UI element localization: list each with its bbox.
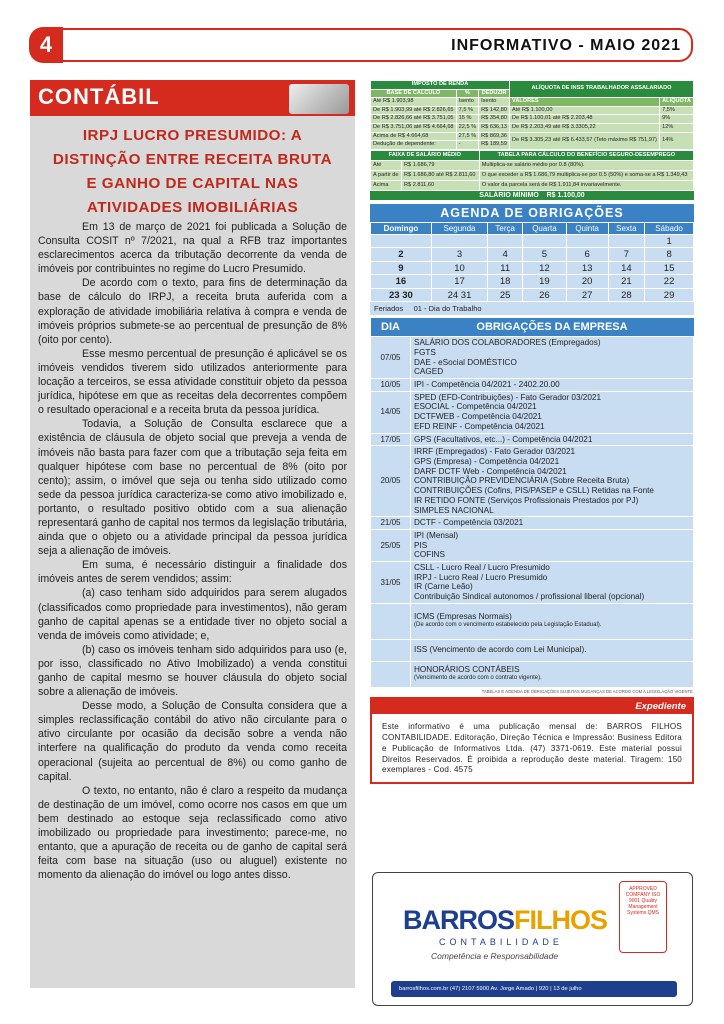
cell: - bbox=[456, 141, 478, 150]
article-column bbox=[30, 80, 355, 988]
cell: Até R$ 1.100,00 bbox=[510, 106, 660, 115]
paragraph: Todavia, a Solução de Consulta esclarece que a existência de cláusula de objeto social que preveja a venda de imóveis não basta para fazer com que a tributação seja feita em qualquer hipótese com base no percentual de 8% (oito por cento); assim, o imóvel que seja ou tenha sido utilizado como sede da pessoa jurídica caracteriza-se como ativo imobilizado e, portanto, o resultado positivo obtido com a sua alienação representará ganho de capital nos termos da legislação tributária, ainda que o objeto ou a atividade principal da pessoa jurídica seja a alienação de imóveis. bbox=[38, 418, 347, 558]
obligation-line: SALÁRIO DOS COLABORADORES (Empregados) bbox=[414, 338, 601, 348]
tax-table bbox=[370, 80, 694, 150]
calendar-day: 16 bbox=[371, 275, 432, 289]
calendar-day: 21 bbox=[608, 275, 645, 289]
legal-note: TABELAS E AGENDA DE OBRIGAÇÕES SUJEITAS MUDANÇAS DE ACORDO COM A LEGISLAÇÃO VIGENTE. bbox=[481, 688, 694, 694]
cell: Isento bbox=[456, 98, 478, 107]
cell: 15 % bbox=[456, 115, 478, 124]
newsletter-title: INFORMATIVO - MAIO 2021 bbox=[451, 37, 681, 54]
obligation-day: 21/05 bbox=[371, 517, 411, 530]
obligation-line: IRPJ - Lucro Real / Lucro Presumido bbox=[414, 572, 548, 582]
obligation-line: CAGED bbox=[414, 367, 444, 377]
cell: A partir de bbox=[371, 170, 402, 180]
col-header: FAIXA DE SALÁRIO MÉDIO bbox=[371, 150, 480, 160]
cell: O valor da parcela será de R$ 1.911,84 invariavelmente. bbox=[479, 180, 693, 190]
obligation-items bbox=[411, 603, 694, 639]
calendar-day: 4 bbox=[488, 248, 523, 262]
feriados bbox=[370, 302, 694, 315]
obligation-items bbox=[411, 391, 694, 433]
expediente-box bbox=[370, 697, 694, 785]
obligation-line: SIMPLES NACIONAL bbox=[414, 505, 494, 515]
obligation-day: 31/05 bbox=[371, 562, 411, 604]
calendar-day: 19 bbox=[523, 275, 566, 289]
obligation-line: ICMS (Empresas Normais) bbox=[414, 611, 512, 621]
day-header: Sexta bbox=[608, 222, 645, 234]
obligation-line: IR RETIDO FONTE (Serviços Profissionais Prestados por PJ) bbox=[414, 495, 639, 505]
obligation-line: GPS (Facultativos, etc...) - Competência 04/2021 bbox=[414, 434, 593, 444]
calendar-day: 27 bbox=[566, 288, 608, 302]
expediente-title: Expediente bbox=[372, 699, 692, 714]
obligation-items bbox=[411, 529, 694, 561]
day-header: Sábado bbox=[645, 222, 694, 234]
obligation-day bbox=[371, 603, 411, 639]
logo-footer: barrosfilhos.com.br (47) 2107 5900 Av. Jorge Amado | 920 | 13 de julho bbox=[391, 981, 677, 997]
obligation-line: CONTRIBUIÇÕES (Cofins, PIS/PASEP e CSLL) Retidas na Fonte bbox=[414, 486, 654, 496]
obligation-day bbox=[371, 661, 411, 687]
day-header: Domingo bbox=[371, 222, 432, 234]
article-body bbox=[30, 220, 355, 882]
cell: R$ 1.686,79 bbox=[402, 160, 480, 170]
title-line: E GANHO DE CAPITAL NAS bbox=[86, 175, 299, 192]
cell: R$ 1.686,80 até R$ 2.811,60 bbox=[402, 170, 480, 180]
calendar-day: 8 bbox=[645, 248, 694, 262]
agenda bbox=[370, 204, 694, 316]
title-line: ATIVIDADES IMOBILIÁRIAS bbox=[86, 199, 299, 216]
expediente-text: Este informativo é uma publicação mensal de: BARROS FILHOS CONTABILIDADE. Editoração, Direção Técnica e Impressão: Business Editora e Publicação de Informativos Ltda. (47) 3371-0619. Este material possui Direitos Reservados. É proibida a reprodução deste material. Tiragem: 150 exemplares - Cod. 4575 bbox=[382, 721, 682, 775]
feriados-value: 01 - Dia do Trabalho bbox=[413, 304, 482, 314]
obligation-day: 10/05 bbox=[371, 379, 411, 392]
obligation-line: PIS bbox=[414, 540, 428, 550]
col-header: OBRIGAÇÕES DA EMPRESA bbox=[411, 318, 694, 337]
calendar-day bbox=[608, 234, 645, 248]
obligation-line: CSLL - Lucro Real / Lucro Presumido bbox=[414, 563, 550, 573]
calendar-day bbox=[371, 234, 432, 248]
cell: De R$ 3.751,06 até R$ 4.664,68 bbox=[371, 123, 457, 132]
obligation-line: COFINS bbox=[414, 550, 445, 560]
obligation-line: FGTS bbox=[414, 347, 436, 357]
cell: 9% bbox=[660, 115, 694, 124]
feriados-label: Feriados bbox=[374, 304, 404, 314]
calendar-day bbox=[488, 234, 523, 248]
calendar-day: 26 bbox=[523, 288, 566, 302]
calendar-day: 1 bbox=[645, 234, 694, 248]
obligation-line: ISS (Vencimento de acordo com Lei Municipal). bbox=[414, 645, 587, 655]
section-band bbox=[30, 80, 355, 116]
cell: R$ 869,36 bbox=[479, 132, 510, 141]
cell: 14% bbox=[660, 132, 694, 149]
col-header: DEDUZIR bbox=[479, 89, 510, 98]
calendar-day: 6 bbox=[566, 248, 608, 262]
paragraph: (a) caso tenham sido adquiridos para serem alugados (classificados como propriedade para investimentos), não geram ganho de capital apenas se a entidade tiver no objeto social a venda de imóveis como atividade; e, bbox=[38, 587, 347, 642]
obligation-items bbox=[411, 661, 694, 687]
obligation-line: (Vencimento de acordo com o contrato vigente). bbox=[414, 675, 542, 682]
title-line: IRPJ LUCRO PRESUMIDO: A bbox=[82, 127, 303, 144]
obligation-line: IRRF (Empregados) - Fato Gerador 03/2021 bbox=[414, 447, 576, 457]
obligation-items bbox=[411, 639, 694, 661]
calendar-day: 14 bbox=[608, 261, 645, 275]
paragraph: Esse mesmo percentual de presunção é aplicável se os imóveis vendidos tiverem sido utilizados anteriormente para locação a terceiros, se essa atividade constituir objeto da pessoa jurídica, hipótese em que as receitas dela decorrentes compõem o resultado operacional e a receita bruta da pessoa jurídica. bbox=[38, 347, 347, 417]
obligation-line: EFD REINF - Competência 04/2021 bbox=[414, 421, 545, 431]
cell: 12% bbox=[660, 123, 694, 132]
logo-wordmark bbox=[403, 905, 607, 936]
cell: 7,5% bbox=[660, 106, 694, 115]
calendar-day bbox=[523, 234, 566, 248]
obligation-row bbox=[371, 446, 694, 517]
salario-minimo bbox=[370, 191, 694, 200]
agenda-title: AGENDA DE OBRIGAÇÕES bbox=[370, 204, 694, 222]
cell: De R$ 2.203,49 até R$ 3.3305,22 bbox=[510, 123, 660, 132]
logo-tagline: Competência e Responsabilidade bbox=[431, 951, 559, 961]
cell: R$ 2.811,60 bbox=[402, 180, 480, 190]
paragraph: Em suma, é necessário distinguir a finalidade dos imóveis antes de serem vendidos; assim: bbox=[38, 559, 347, 586]
obligation-line: DCTF - Competência 03/2021 bbox=[414, 518, 524, 528]
page-header bbox=[30, 28, 693, 62]
calendar-day: 24 31 bbox=[431, 288, 487, 302]
cell: Dedução de dependente: bbox=[371, 141, 457, 150]
obligation-items bbox=[411, 562, 694, 604]
obligation-line: SPED (EFD-Contribuições) - Fato Gerador 03/2021 bbox=[414, 392, 602, 402]
obligation-items bbox=[411, 337, 694, 379]
obligation-line: IPI - Competência 04/2021 - 2402.20.00 bbox=[414, 380, 560, 390]
calendar-day: 11 bbox=[488, 261, 523, 275]
cell: 22,5 % bbox=[456, 123, 478, 132]
obligation-line: DCTFWEB - Competência 04/2021 bbox=[414, 412, 542, 422]
cell: De R$ 2.826,66 até R$ 3.751,05 bbox=[371, 115, 457, 124]
obligation-day: 07/05 bbox=[371, 337, 411, 379]
calendar-day bbox=[566, 234, 608, 248]
obligation-row bbox=[371, 529, 694, 561]
company-logo bbox=[372, 872, 693, 1006]
obligation-line: ESOCIAL - Competência 04/2021 bbox=[414, 402, 537, 412]
calendar-day: 10 bbox=[431, 261, 487, 275]
obligation-row bbox=[371, 517, 694, 530]
title-line: DISTINÇÃO ENTRE RECEITA BRUTA bbox=[52, 151, 333, 168]
obligation-day: 14/05 bbox=[371, 391, 411, 433]
calendar-day: 17 bbox=[431, 275, 487, 289]
col-header: VALORES bbox=[510, 98, 660, 107]
col-header: % bbox=[456, 89, 478, 98]
obligation-row bbox=[371, 337, 694, 379]
obligation-row bbox=[371, 433, 694, 446]
obligation-line: IR (Carne Leão) bbox=[414, 582, 473, 592]
obligation-row bbox=[371, 379, 694, 392]
paragraph: De acordo com o texto, para fins de determinação da base de cálculo do IRPJ, a receita bruta auferida com a exploração de atividade imobiliária relativa à compra e venda de imóveis próprios submete-se ao percentual de presunção de 8% (oito por cento). bbox=[38, 277, 347, 346]
article-title bbox=[36, 124, 349, 220]
calendar-day: 5 bbox=[523, 248, 566, 262]
page-number: 4 bbox=[29, 27, 63, 63]
calendar-day: 23 30 bbox=[371, 288, 432, 302]
cell: 27,5 % bbox=[456, 132, 478, 141]
col-header: ALÍQUOTA bbox=[660, 98, 694, 107]
paragraph: Em 13 de março de 2021 foi publicada a Solução de Consulta COSIT nº 7/2021, na qual a RFB traz importantes esclarecimentos acerca da tributação decorrente da venda de imóveis por contribuintes no regime do Lucro Presumido. bbox=[38, 221, 347, 276]
cell: Acima bbox=[371, 180, 402, 190]
obligation-line: IPI (Mensal) bbox=[414, 530, 459, 540]
col-header: TABELA PARA CÁLCULO DO BENEFÍCIO SEGURO-DESEMPREGO bbox=[479, 150, 693, 160]
paragraph: Desse modo, a Solução de Consulta considera que a simples reclassificação contábil do ativo não circulante para o ativo circulante por ocasião da decisão sobre a venda não interfere na qualificação do produto da venda como receita operacional (sujeita ao percentual de 8%) ou como ganho de capital. bbox=[38, 700, 347, 783]
col-header: BASE DE CÁLCULO bbox=[371, 89, 457, 98]
cell: De R$ 1.903,99 até R$ 2.826,65 bbox=[371, 106, 457, 115]
cell: O que exceder a R$ 1.686,79 multiplica-se por 0.5 (50%) e soma-se a R$ 1.349,43 bbox=[479, 170, 693, 180]
obligation-line: CONTRIBUIÇÃO PREVIDENCIÁRIA (Sobre Receita Bruta) bbox=[414, 476, 630, 486]
logo-name-2: FILHOS bbox=[514, 905, 608, 935]
calendar-day: 12 bbox=[523, 261, 566, 275]
calendar-day: 7 bbox=[608, 248, 645, 262]
calendar-day: 22 bbox=[645, 275, 694, 289]
inss-title: ALÍQUOTA DE INSS TRABALHADOR ASSALARIADO bbox=[510, 81, 694, 98]
obligation-day: 17/05 bbox=[371, 433, 411, 446]
iso-badge: APPROVED COMPANY ISO 9001 Quality Management Systems QMS bbox=[619, 881, 667, 953]
calendar-day: 20 bbox=[566, 275, 608, 289]
cell: 7,5 % bbox=[456, 106, 478, 115]
calendar-day: 15 bbox=[645, 261, 694, 275]
cell: Isento bbox=[479, 98, 510, 107]
cell: R$ 636,13 bbox=[479, 123, 510, 132]
calendar bbox=[370, 222, 694, 303]
obligation-row bbox=[371, 562, 694, 604]
obligation-line: HONORÁRIOS CONTÁBEIS bbox=[414, 664, 520, 674]
logo-sub: CONTABILIDADE bbox=[439, 937, 563, 947]
obligation-row bbox=[371, 603, 694, 639]
calculator-image bbox=[289, 84, 349, 114]
logo-name-1: BARROS bbox=[403, 905, 515, 935]
obligation-day: 20/05 bbox=[371, 446, 411, 517]
obligation-line: DAE - eSocial DOMÉSTICO bbox=[414, 357, 517, 367]
calendar-day bbox=[431, 234, 487, 248]
cell: Multiplica-se salário médio por 0.8 (80%). bbox=[479, 160, 693, 170]
cell: De R$ 1.100,01 até R$ 2.203,48 bbox=[510, 115, 660, 124]
calendar-day: 29 bbox=[645, 288, 694, 302]
obligation-line: GPS (Empresa) - Competência 04/2021 bbox=[414, 456, 560, 466]
ir-title: IMPOSTO DE RENDA bbox=[371, 81, 510, 90]
day-header: Quarta bbox=[523, 222, 566, 234]
obligation-day: 25/05 bbox=[371, 529, 411, 561]
obligation-items bbox=[411, 517, 694, 530]
cell: Acima de R$ 4.664,68 bbox=[371, 132, 457, 141]
salario-value: R$ 1.100,00 bbox=[546, 191, 585, 199]
seguro-table bbox=[370, 150, 694, 191]
obligation-items bbox=[411, 379, 694, 392]
calendar-day: 28 bbox=[608, 288, 645, 302]
calendar-day: 18 bbox=[488, 275, 523, 289]
calendar-day: 3 bbox=[431, 248, 487, 262]
obligation-day bbox=[371, 639, 411, 661]
obligation-line: DARF DCTF Web - Competência 04/2021 bbox=[414, 466, 567, 476]
obligation-row bbox=[371, 639, 694, 661]
cell: R$ 189,59 bbox=[479, 141, 510, 150]
cell: R$ 142,80 bbox=[479, 106, 510, 115]
day-header: Segunda bbox=[431, 222, 487, 234]
paragraph: O texto, no entanto, não é claro a respeito da mudança de destinação de um imóvel, como ocorre nos casos em que um bem destinado ao estoque seja reclassificado como ativo imobilizado ou propriedade para investimento; parece-me, no entanto, que a apuração de receita ou de ganho de capital será feita com base na situação (uso ou aluguel) existente no momento da alienação do imóvel ou logo antes disso. bbox=[38, 784, 347, 882]
salario-label: SALÁRIO MÍNIMO bbox=[479, 191, 539, 199]
cell: Até R$ 1.903,98 bbox=[371, 98, 457, 107]
calendar-day: 9 bbox=[371, 261, 432, 275]
obligation-line: (De acordo com o vencimento estabelecido pela Legislação Estadual). bbox=[414, 622, 602, 629]
col-header: DIA bbox=[371, 318, 411, 337]
day-header: Quinta bbox=[566, 222, 608, 234]
section-label: CONTÁBIL bbox=[38, 84, 160, 109]
paragraph: (b) caso os imóveis tenham sido adquiridos para uso (e, por isso, classificado no Ativo Imobilizado) a venda constitui ganho de capital mesmo se houver cláusula do objeto social sobre a alienação de imóveis. bbox=[38, 643, 347, 699]
cell: Até bbox=[371, 160, 402, 170]
cell: R$ 354,80 bbox=[479, 115, 510, 124]
obligation-row bbox=[371, 661, 694, 687]
obligation-row bbox=[371, 391, 694, 433]
obligations-table bbox=[370, 318, 694, 688]
cell: De R$ 3.305,23 até R$ 6.433,57 (Teto máximo R$ 751,97) bbox=[510, 132, 660, 149]
obligation-line: Contribuição Sindical autonomos / profissional liberal (opcional) bbox=[414, 592, 645, 602]
calendar-day: 13 bbox=[566, 261, 608, 275]
calendar-day: 25 bbox=[488, 288, 523, 302]
obligation-items bbox=[411, 433, 694, 446]
day-header: Terça bbox=[488, 222, 523, 234]
obligation-items bbox=[411, 446, 694, 517]
sidebar-column bbox=[370, 80, 694, 784]
calendar-day: 2 bbox=[371, 248, 432, 262]
